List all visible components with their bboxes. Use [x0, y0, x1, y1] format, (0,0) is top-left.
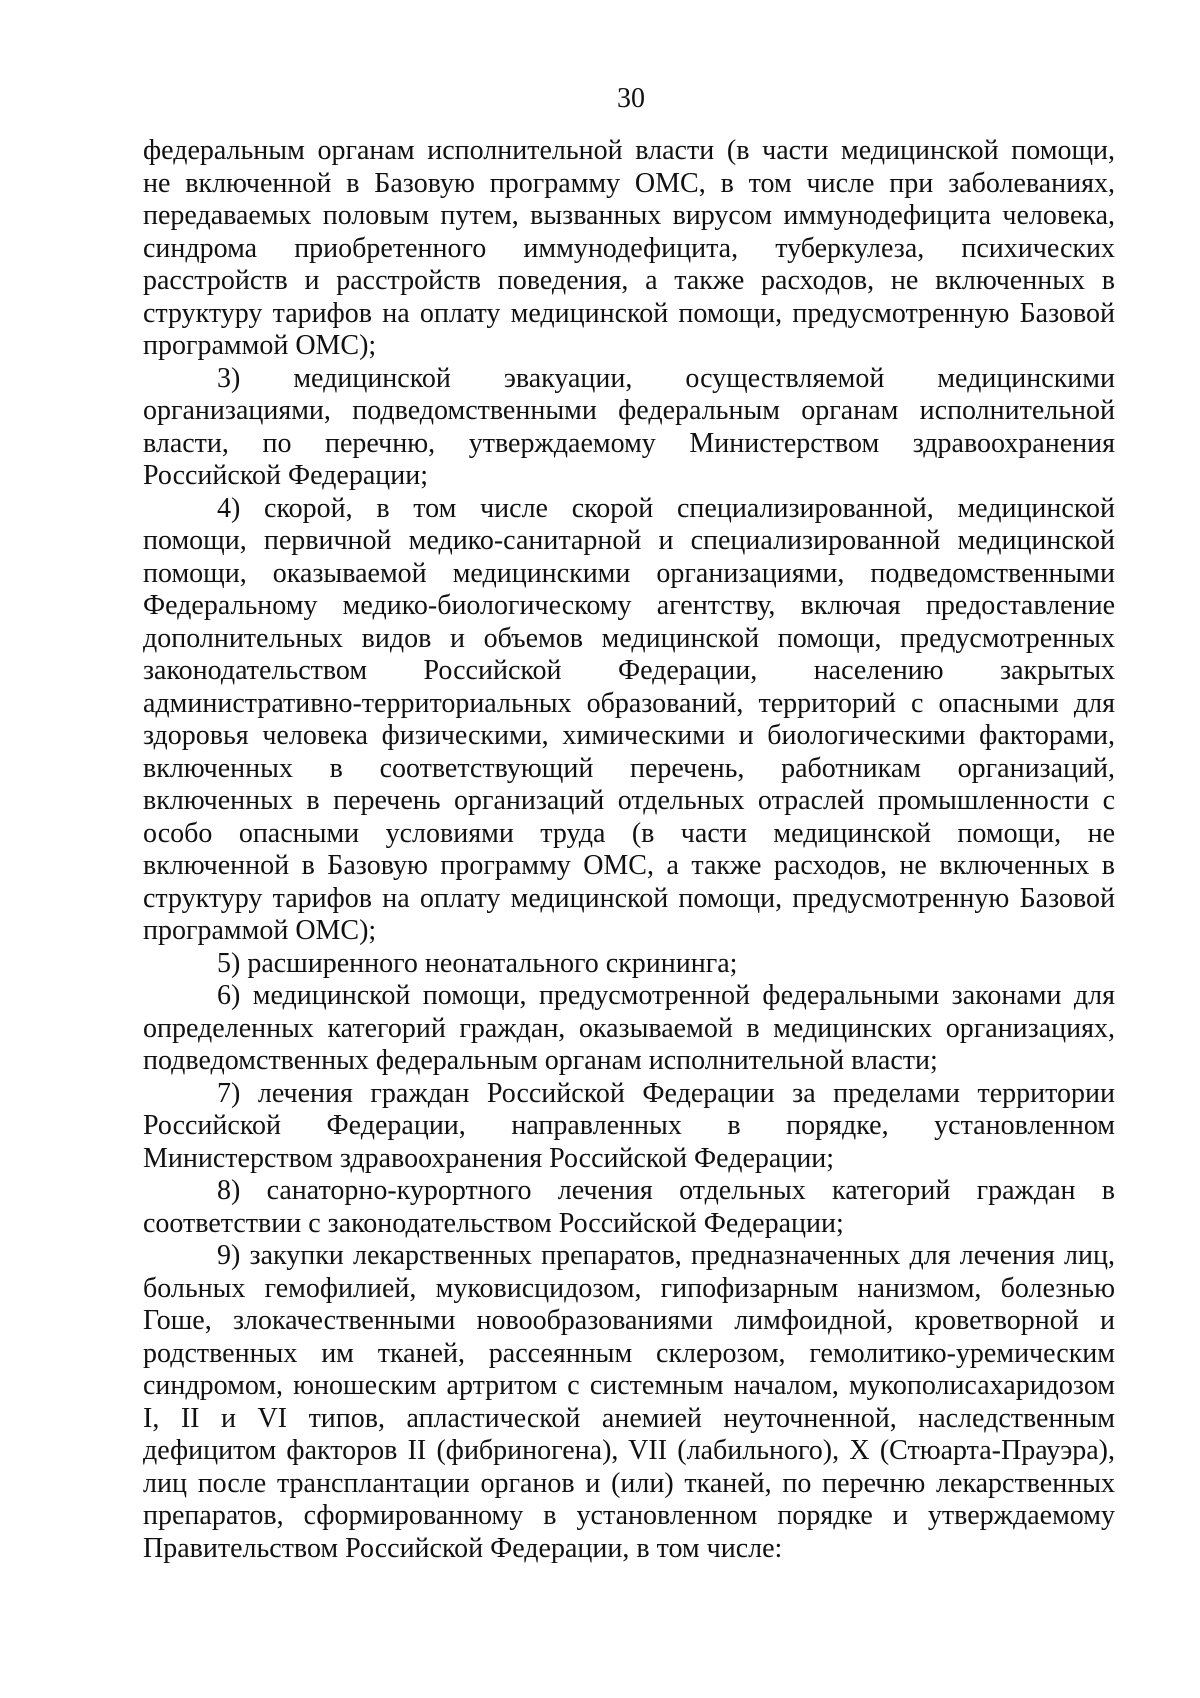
page-number: 30 — [617, 83, 645, 114]
text-line: здоровья человека физическими, химическими и биологическими факторами, — [143, 720, 1115, 751]
text-line: больных гемофилией, муковисцидозом, гипофизарным нанизмом, болезнью — [143, 1272, 1115, 1304]
text-line: 9) закупки лекарственных препаратов, предназначенных для лечения лиц, — [217, 1240, 1115, 1271]
text-line: включенной в Базовую программу ОМС, а также расходов, не включенных в — [143, 850, 1115, 881]
text-line: дефицитом факторов II (фибриногена), VII (лабильного), X (Стюарта-Прауэра), — [143, 1435, 1115, 1466]
text-line: 7) лечения граждан Российской Федерации за пределами территории — [217, 1077, 1115, 1109]
text-line: 4) скорой, в том числе скорой специализированной, медицинской — [217, 492, 1115, 524]
text-line: передаваемых половым путем, вызванных вирусом иммунодефицита человека, — [143, 200, 1115, 231]
text-line: помощи, первичной медико-санитарной и специализированной медицинской — [143, 525, 1115, 556]
text-line: I, II и VI типов, апластической анемией неуточненной, наследственным — [143, 1402, 1115, 1434]
text-line: включенных в перечень организаций отдельных отраслей промышленности с — [143, 785, 1115, 816]
text-line: структуру тарифов на оплату медицинской помощи, предусмотренную Базовой — [143, 297, 1115, 329]
text-line: законодательством Российской Федерации, населению закрытых — [143, 655, 1115, 686]
text-line: дополнительных видов и объемов медицинской помощи, предусмотренных — [143, 622, 1115, 654]
text-line: 8) санаторно-курортного лечения отдельных категорий граждан в — [217, 1175, 1115, 1206]
text-line: определенных категорий граждан, оказываемой в медицинских организациях, — [143, 1012, 1115, 1044]
text-line: соответствии с законодательством Российской Федерации; — [143, 1207, 844, 1239]
paragraph-item-7 — [143, 1078, 1115, 1176]
paragraph-item-4 — [143, 493, 1115, 948]
text-line: Российской Федерации, направленных в порядке, установленном — [143, 1110, 1115, 1141]
text-line: административно-территориальных образований, территорий с опасными для — [143, 687, 1115, 719]
text-line: структуру тарифов на оплату медицинской помощи, предусмотренную Базовой — [143, 882, 1115, 914]
text-line: Федеральному медико-биологическому агентству, включая предоставление — [143, 590, 1115, 621]
text-line: не включенной в Базовую программу ОМС, в том числе при заболеваниях, — [143, 167, 1115, 199]
document-body — [143, 135, 1115, 1565]
text-line: подведомственных федеральным органам исполнительной власти; — [143, 1045, 938, 1076]
text-line: власти, по перечню, утверждаемому Министерством здравоохранения — [143, 427, 1115, 459]
text-line: федеральным органам исполнительной власти (в части медицинской помощи, — [143, 135, 1115, 166]
paragraph-item-8 — [143, 1175, 1115, 1240]
paragraph-item-5 — [143, 948, 1115, 981]
text-line: лиц после трансплантации органов и (или) тканей, по перечню лекарственных — [143, 1467, 1115, 1499]
text-line: препаратов, сформированному в установленном порядке и утверждаемому — [143, 1500, 1115, 1531]
text-line: программой ОМС); — [143, 330, 377, 361]
text-line: родственных им тканей, рассеянным склерозом, гемолитико-уремическим — [143, 1337, 1115, 1369]
paragraph-continuation — [143, 135, 1115, 363]
text-line: синдрома приобретенного иммунодефицита, туберкулеза, психических — [143, 232, 1115, 264]
text-line: Гоше, злокачественными новообразованиями лимфоидной, кроветворной и — [143, 1305, 1115, 1336]
text-line: организациями, подведомственными федеральным органам исполнительной — [143, 395, 1115, 426]
text-line: расстройств и расстройств поведения, а также расходов, не включенных в — [143, 265, 1115, 296]
text-line: 6) медицинской помощи, предусмотренной федеральными законами для — [217, 980, 1115, 1011]
paragraph-item-9 — [143, 1240, 1115, 1565]
text-line: Правительством Российской Федерации, в том числе: — [143, 1532, 783, 1564]
paragraph-item-6 — [143, 980, 1115, 1078]
text-line: синдромом, юношеским артритом с системным началом, мукополисахаридозом — [143, 1370, 1115, 1401]
text-line: помощи, оказываемой медицинскими организациями, подведомственными — [143, 557, 1115, 589]
text-line: особо опасными условиями труда (в части медицинской помощи, не — [143, 817, 1115, 849]
text-line: Российской Федерации; — [143, 460, 429, 491]
text-line: программой ОМС); — [143, 915, 377, 946]
text-line: Министерством здравоохранения Российской Федерации; — [143, 1142, 835, 1174]
text-line: 5) расширенного неонатального скрининга; — [217, 947, 738, 979]
paragraph-item-3 — [143, 363, 1115, 493]
text-line: 3) медицинской эвакуации, осуществляемой медицинскими — [217, 362, 1115, 394]
text-line: включенных в соответствующий перечень, работникам организаций, — [143, 752, 1115, 784]
